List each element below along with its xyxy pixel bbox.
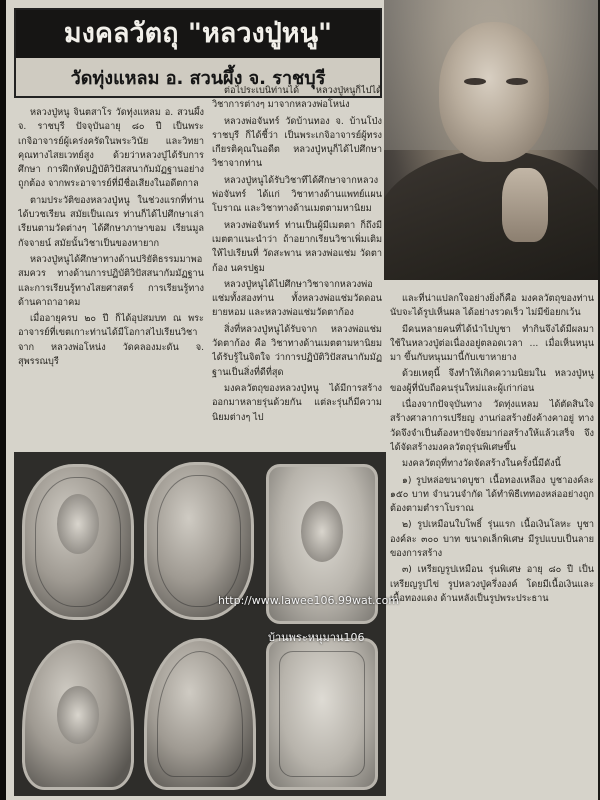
text-column-3 [390,292,594,792]
hanuman-plaque-icon [266,638,378,790]
medal-portrait [57,494,99,554]
article-subtitle: วัดทุ่งแหลม อ. สวนผึ้ง จ. ราชบุรี [70,68,326,89]
text-column-2 [212,84,382,452]
amulet-seated-figure [57,686,99,744]
portrait-hand [502,168,548,242]
paragraph: หลวงปู่หนู จินตสาโร วัดทุ่งแหลม อ. สวนผึ้ง จ. ราชบุรี ปัจจุบันอายุ ๘๐ ปี เป็นพระเกจิอาจารย์ผู้เคร่งครัดในพระวินัย และวิทยาคุณทางไสยเวทย์สูง ด้วยว่าหลวงปู่ได้รับการศึกษา การฝึกหัดปฏิบัติวิปัสสนากัมมัฏฐานอย่างถูกต้อง จากพระอาจารย์ที่มีชื่อเสียงในอดีตกาล [18,107,204,190]
portrait-eye-left [464,78,486,85]
paragraph: เนื่องจากปัจจุบันทาง วัดทุ่งแหลม ได้ตัดสินใจสร้างศาลาการเปรียญ งานก่อสร้างยังค้างคาอยู่ ทางวัดจึงจำเป็นต้องหาปัจจัยมาก่อสร้างให้แล้วเสร็จ จึงได้จัดสร้างมงคลวัตถุรุ่นพิเศษขึ้น [390,399,594,453]
portrait-head [439,22,549,162]
paragraph: เมื่ออายุครบ ๒๐ ปี ก็ได้อุปสมบท ณ พระอาจารย์ที่เขตเกาะท่านได้มีโอกาสไปเรียนวิชาจาก หลวงพ่อโหน่ง วัดคลองมะดัน จ. สุพรรณบุรี [18,313,204,368]
amulet-rim [279,651,365,777]
paragraph: หลวงปู่หนูได้รับวิชาทีได้ศึกษาจากหลวงพ่อจันทร์ ได้แก่ วิชาทางด้านแพทย์แผนโบราณ และวิชาทางด้านเมตตามหานิยม [212,174,382,215]
oval-medal-front-icon [22,464,134,620]
amulet-photo-grid [14,452,386,796]
paragraph: หลวงพ่อจันทร์ ท่านเป็นผู้มีเมตตา ก็ถึงมีเมตตาแนะนำว่า ถ้าอยากเรียนวิชาเพิ่มเติม ให้ไปเรียนที่ วัดสะพาน หลวงพ่อแช่ม วัดตาก้อง นครปฐม [212,219,382,274]
paragraph: หลวงปู่หนูได้ไปศึกษาวิชาจากหลวงพ่อแช่มทั้งสองท่าน ทั้งหลวงพ่อแช่มวัดดอนยายหอม และหลวงพ่อแช่มวัดตาก้อง [212,278,382,319]
portrait-eye-right [506,78,528,85]
paragraph: หลวงพ่อจันทร์ วัดบ้านทอง จ. บ้านโป่ง ราชบุรี ก็ได้ชี้ว่า เป็นพระเกจิอาจารย์ผู้ทรงเกียรติคุณในอดีต หลวงปู่หนูก็ได้ไปศึกษาวิชาจากท่าน [212,115,382,170]
paragraph: มีคนหลายคนที่ได้นำไปบูชา ทำกินจึงได้มีผลมาใช้ในหลวงปู่ต่อเนื่องอยู่ตลอดเวลา ... เมื่อเห็นหนุนมา ขึ้นกับหนุนมานี้กับเขาหายาง [390,323,594,364]
amulet-seated-figure [301,501,343,563]
amulet-rim [157,651,243,777]
magazine-page [6,0,598,800]
portrait-robe [384,150,598,280]
paragraph: ด้วยเหตุนี้ จึงทำให้เกิดความนิยมใน หลวงปู่หนู ของผู้ที่นับถือคนรุ่นใหม่และผู้เก่าก่อน [390,368,594,394]
paragraph: ต่อไประเบนิท่านได้ หลวงปู่หนูก็ไปได้วิชาการต่างๆ มาจากหลวงพ่อโหน่ง [212,85,382,111]
paragraph: ๑) รูปหล่อขนาดบูชา เนื้อทองเหลือง บูชาองค์ละ ๑๕๐ บาท จำนวนจำกัด ได้ทำพิธีเททองหล่ออย่างถูกต้องตามตำราโบราณ [390,474,594,515]
paragraph: ตามประวัติของหลวงปู่หนู ในช่วงแรกที่ท่านได้บวชเรียน สมัยเป็นเณร ท่านก็ได้ไปศึกษาเล่าเรียนตามวัดต่างๆ ได้ศึกษาภาษาขอม เรียนมูลกัจจายน์ สมัยนั้นวิชาเป็นของหายาก [18,194,204,249]
paragraph: มงคลวัตถุของหลวงปู่หนู ได้มีการสร้างออกมาหลายรุ่นด้วยกัน แต่ละรุ่นก็มีความนิยมต่างๆ ไป [212,382,382,423]
watermark-url: http://www.lawee106.99wat.com [218,594,400,607]
paragraph: และที่น่าแปลกใจอย่างยิ่งก็คือ มงคลวัตถุของท่านนับจะได้รูปเห็นผล ได้อย่างรวดเร็ว ไม่มีข้อยกเว้น [390,293,594,319]
paragraph: มงคลวัตถุที่ทางวัดจัดสร้างในครั้งนี้มีดังนี้ [402,458,561,470]
paragraph: สิ่งที่หลวงปู่หนูได้รับจาก หลวงพ่อแช่ม วัดตาก้อง คือ วิชาทางด้านเมตตามหานิยม ได้รับรู้ในจิตใจ ว่าการปฏิบัติวิปัสสนากัมมัฏฐานเป็นสิ่งที่ดีที่สุด [212,323,382,378]
watermark-shop-name: บ้านพระหนุมาน106 [268,631,365,644]
bodhi-leaf-amulet-front-icon [22,640,134,790]
article-title: มงคลวัตถุ "หลวงปู่หนู" [16,10,380,58]
monk-portrait-photo [384,0,598,280]
medal-rim [157,475,241,607]
text-column-1 [18,106,204,450]
paragraph: หลวงปู่หนูได้ศึกษาทางด้านปริยัติธรรมมาพอสมควร ทางด้านการปฏิบัติวิปัสสนากัมมัฏฐาน และการเรียนรู้ทางไสยศาสตร์ การเรียนรู้ทางด้านคาถาอาคม [18,253,204,308]
paragraph: ๒) รูปเหมือนใบโพธิ์ รุ่นแรก เนื้อเงินโลหะ บูชาองค์ละ ๓๐๐ บาท ขนาดเล็กพิเศษ มีรูปแบบเป็นลายของการสร้าง [390,519,594,560]
bodhi-leaf-amulet-back-icon [144,638,256,790]
paragraph: ๓) เหรียญรูปเหมือน รุ่นพิเศษ อายุ ๘๐ ปี เป็นเหรียญรูปไข่ รูปหลวงปู่ครึ่งองค์ โดยมีเนื้อเงินและเนื้อทองแดง ด้านหลังเป็นรูปพระประธาน [390,564,594,604]
